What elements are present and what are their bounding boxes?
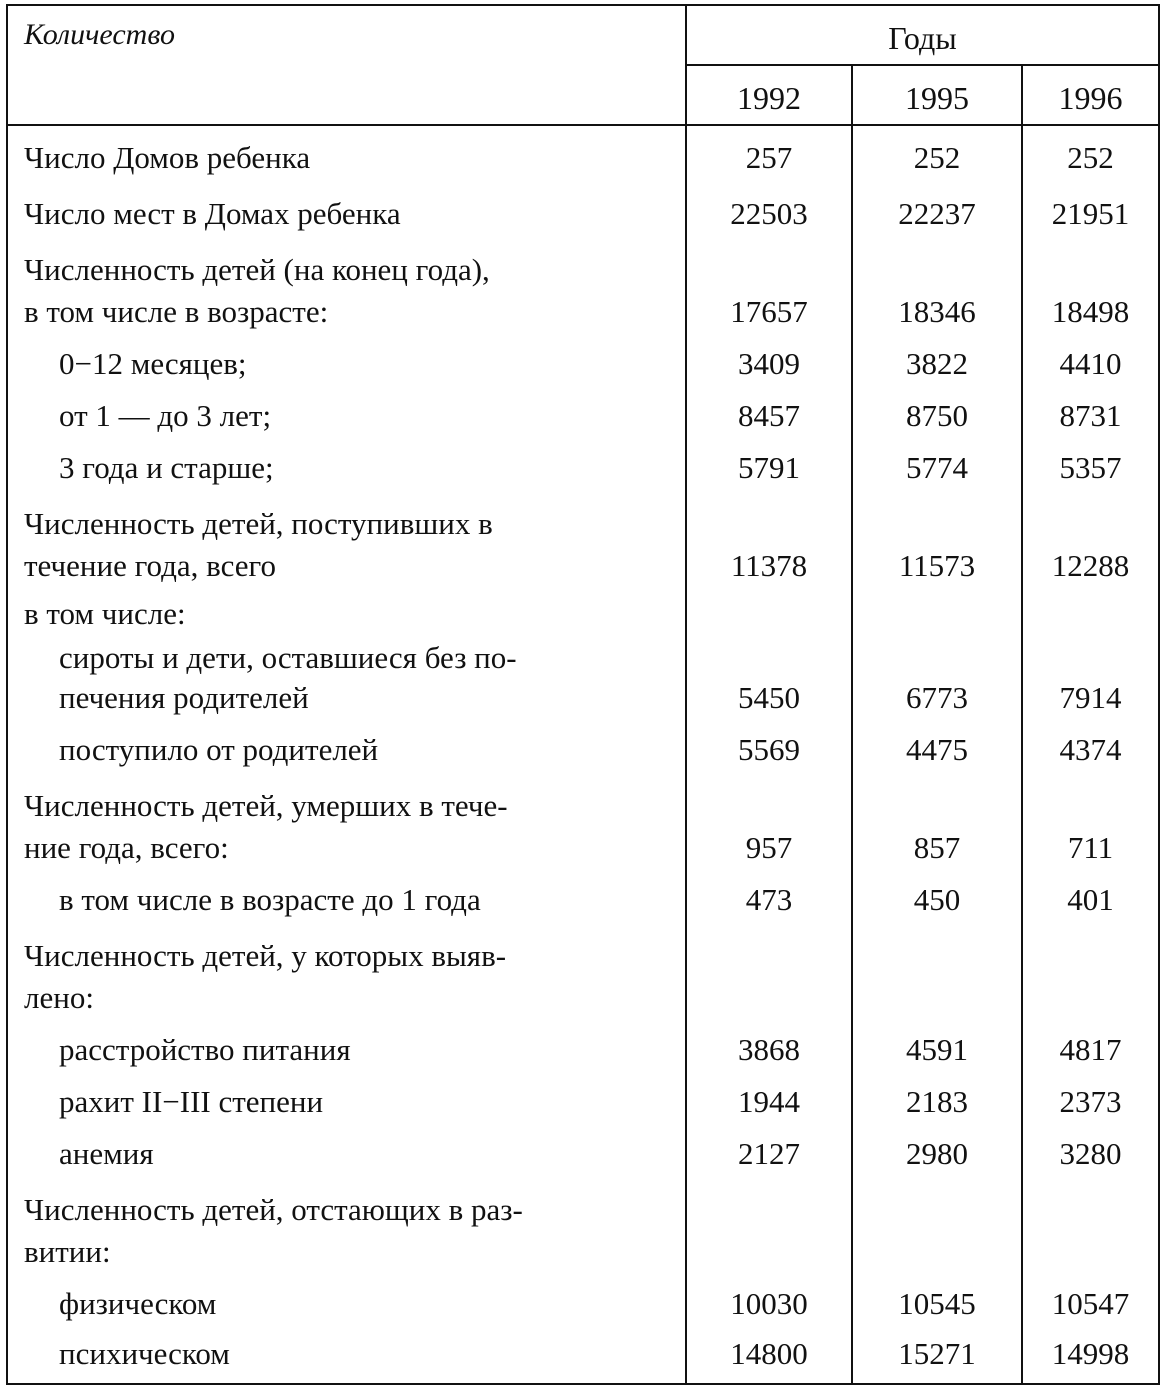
row-label: психическом bbox=[59, 1336, 230, 1371]
cell-1995: 450 bbox=[913, 882, 961, 917]
cell-1995: 2183 bbox=[906, 1084, 968, 1119]
cell-1992: 5791 bbox=[738, 450, 800, 485]
cell-1992: 3409 bbox=[738, 346, 800, 381]
row-label: от 1 — до 3 лет; bbox=[59, 398, 272, 433]
row-label: сироты и дети, оставшиеся без по- bbox=[59, 640, 517, 675]
row-label-continued: лено: bbox=[24, 980, 94, 1015]
cell-1996: 711 bbox=[1067, 830, 1114, 865]
row-label: анемия bbox=[59, 1136, 154, 1171]
row-label: в том числе в возрасте до 1 года bbox=[59, 882, 481, 917]
years-group-header: Годы bbox=[888, 20, 957, 56]
cell-1992: 10030 bbox=[730, 1286, 808, 1321]
cell-1996: 18498 bbox=[1051, 294, 1130, 329]
year-header-1995: 1995 bbox=[905, 80, 969, 116]
year-header-1996: 1996 bbox=[1058, 80, 1123, 116]
row-label-continued: печения родителей bbox=[59, 680, 309, 715]
cell-1996: 7914 bbox=[1059, 680, 1122, 715]
cell-1995: 3822 bbox=[906, 346, 968, 381]
row-label: 3 года и старше; bbox=[59, 450, 274, 485]
cell-1995: 22237 bbox=[898, 196, 976, 231]
cell-1996: 2373 bbox=[1059, 1084, 1122, 1119]
cell-1995: 4591 bbox=[906, 1032, 968, 1067]
cell-1995: 18346 bbox=[898, 294, 976, 329]
cell-1996: 5357 bbox=[1059, 450, 1122, 485]
cell-1992: 957 bbox=[745, 830, 793, 865]
row-label: Численность детей, отстающих в раз- bbox=[24, 1192, 523, 1227]
cell-1992: 22503 bbox=[730, 196, 808, 231]
row-label: Численность детей, у которых выяв- bbox=[24, 938, 507, 973]
cell-1992: 8457 bbox=[738, 398, 800, 433]
cell-1992: 5569 bbox=[738, 732, 800, 767]
cell-1992: 257 bbox=[745, 140, 793, 175]
cell-1992: 2127 bbox=[738, 1136, 800, 1171]
cell-1992: 17657 bbox=[730, 294, 808, 329]
cell-1995: 4475 bbox=[906, 732, 968, 767]
year-header-1992: 1992 bbox=[737, 80, 801, 116]
cell-1996: 252 bbox=[1067, 140, 1114, 175]
cell-1995: 2980 bbox=[906, 1136, 968, 1171]
cell-1995: 6773 bbox=[906, 680, 968, 715]
cell-1995: 10545 bbox=[898, 1286, 976, 1321]
row-label: 0−12 месяцев; bbox=[59, 346, 247, 381]
header-divider bbox=[685, 64, 1158, 66]
cell-1996: 14998 bbox=[1051, 1336, 1130, 1371]
cell-1995: 252 bbox=[913, 140, 961, 175]
cell-1992: 5450 bbox=[738, 680, 800, 715]
cell-1996: 8731 bbox=[1059, 398, 1122, 433]
header-bottom-rule bbox=[6, 124, 1158, 126]
statistics-table bbox=[6, 4, 1160, 1385]
row-label: физическом bbox=[59, 1286, 217, 1321]
cell-1992: 473 bbox=[745, 882, 793, 917]
cell-1996: 401 bbox=[1067, 882, 1114, 917]
cell-1996: 4374 bbox=[1059, 732, 1122, 767]
cell-1996: 21951 bbox=[1051, 196, 1130, 231]
column-divider-1995 bbox=[1021, 64, 1023, 1383]
cell-1995: 857 bbox=[913, 830, 961, 865]
row-label: Число мест в Домах ребенка bbox=[24, 196, 401, 231]
cell-1995: 15271 bbox=[898, 1336, 976, 1371]
cell-1992: 14800 bbox=[730, 1336, 808, 1371]
row-label: Численность детей, умерших в тече- bbox=[24, 788, 508, 823]
column-divider-1992 bbox=[851, 64, 853, 1383]
row-label: в том числе: bbox=[24, 596, 186, 631]
row-label: поступило от родителей bbox=[59, 732, 379, 767]
row-label-continued: ние года, всего: bbox=[24, 830, 229, 865]
row-label-continued: в том числе в возрасте: bbox=[24, 294, 329, 329]
row-label: расстройство питания bbox=[59, 1032, 351, 1067]
cell-1995: 5774 bbox=[906, 450, 968, 485]
cell-1996: 3280 bbox=[1059, 1136, 1122, 1171]
cell-1995: 11573 bbox=[898, 548, 976, 583]
row-label: Число Домов ребенка bbox=[24, 140, 311, 175]
cell-1992: 1944 bbox=[738, 1084, 800, 1119]
cell-1996: 12288 bbox=[1051, 548, 1130, 583]
row-label: Численность детей (на конец года), bbox=[24, 252, 490, 287]
cell-1995: 8750 bbox=[906, 398, 968, 433]
row-label-continued: витии: bbox=[24, 1234, 111, 1269]
cell-1996: 10547 bbox=[1051, 1286, 1130, 1321]
row-label: Численность детей, поступивших в bbox=[24, 506, 493, 541]
cell-1996: 4817 bbox=[1059, 1032, 1122, 1067]
cell-1996: 4410 bbox=[1059, 346, 1122, 381]
cell-1992: 3868 bbox=[738, 1032, 800, 1067]
row-label-continued: течение года, всего bbox=[24, 548, 276, 583]
cell-1992: 11378 bbox=[730, 548, 808, 583]
row-label: рахит II−III степени bbox=[59, 1084, 324, 1119]
corner-header: Количество bbox=[24, 18, 175, 51]
